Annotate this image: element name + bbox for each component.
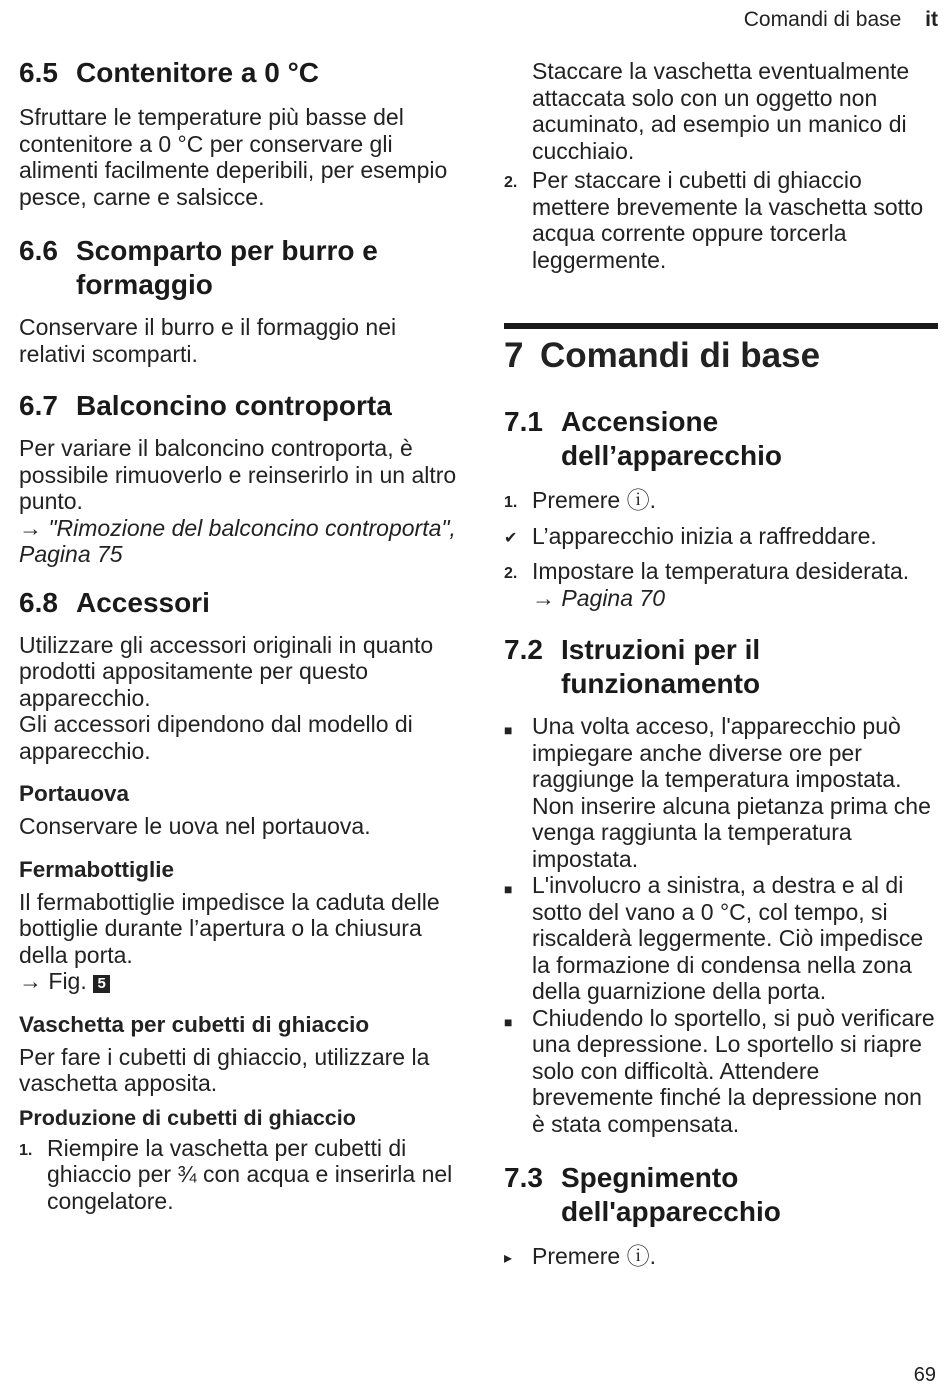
list-item-paragraph: Una volta acceso, l'apparecchio può impiegare anche diverse ore per raggiunge la temperatura impostata. — [532, 713, 902, 792]
section-number: 6.7 — [19, 390, 58, 421]
paragraph: Conservare le uova nel portauova. — [19, 813, 371, 839]
paragraph: Conservare il burro e il formaggio nei relativi scomparti. — [19, 314, 397, 367]
section-heading — [504, 405, 938, 473]
subsection-title: Fermabottiglie — [19, 856, 175, 882]
arrow-right-icon: → — [19, 968, 42, 994]
result-text: L’apparecchio inizia a raffreddare. — [532, 522, 877, 549]
header-section-title: Comandi di base — [743, 8, 902, 31]
action-item — [504, 1243, 938, 1273]
figure-reference-link[interactable] — [19, 968, 459, 995]
step-number: 2. — [504, 565, 518, 582]
step-text: Riempire la vaschetta per cubetti di ghiaccio per ¾ con acqua e inserirla nel congelatore. — [47, 1134, 453, 1214]
page-reference-link[interactable] — [532, 585, 665, 611]
figure-number-badge: 5 — [93, 975, 110, 993]
list-item-paragraph: Non inserire alcuna pietanza prima che venga raggiunta la temperatura impostata. — [532, 792, 931, 872]
paragraph: Per variare il balconcino controporta, è possibile rimuoverlo e reinserirlo in un altro punto. — [19, 435, 457, 514]
section-6-8 — [19, 586, 459, 765]
reference-text: Pagina 70 — [561, 584, 665, 611]
arrow-right-icon: → — [19, 514, 42, 541]
step-item — [19, 1135, 459, 1215]
left-column — [19, 56, 459, 1214]
section-title: Contenitore a 0 °C — [76, 57, 320, 88]
section-heading — [504, 1161, 938, 1229]
list-item-text: L'involucro a sinistra, a destra e al di sotto del vano a 0 °C, col tempo, si riscalderà leggermente. Ciò impedisce la formazione di condensa nella zona della guarnizione della porta. — [532, 872, 924, 1004]
step-number: 1. — [504, 494, 518, 511]
subsection-portauova — [19, 780, 459, 840]
step-number: 2. — [504, 174, 518, 191]
section-number: 6.6 — [19, 235, 58, 266]
step-text: Premere ⓘ. — [532, 487, 656, 513]
list-item — [504, 872, 938, 1005]
chapter-number: 7 — [504, 336, 524, 375]
right-column — [504, 58, 938, 1273]
section-7-3 — [504, 1161, 938, 1273]
section-number: 7.1 — [504, 406, 543, 437]
step-text: Premere ⓘ. — [532, 1243, 656, 1269]
reference-text: "Rimozione del balconcino controporta", Pagina 75 — [19, 514, 456, 567]
section-number: 7.3 — [504, 1162, 543, 1193]
square-bullet-icon: ■ — [504, 881, 513, 897]
section-number: 6.5 — [19, 57, 58, 88]
subsection-title: Vaschetta per cubetti di ghiaccio — [19, 1011, 370, 1037]
subsection-fermabottiglie — [19, 856, 459, 995]
section-7-2 — [504, 633, 938, 1137]
checkmark-icon: ✔ — [504, 529, 518, 547]
list-item-text — [532, 713, 938, 872]
list-item-text: Chiudendo lo sportello, si può verificare una depressione. Lo sportello si riapre solo con difficoltà. Attendere brevemente finché la depressione non è stata compensata. — [532, 1004, 935, 1137]
section-heading — [19, 234, 459, 302]
section-7-1 — [504, 405, 938, 611]
step-text: Per staccare i cubetti di ghiaccio mettere brevemente la vaschetta sotto acqua corrente oppure torcerla leggermente. — [532, 167, 924, 273]
section-heading — [19, 586, 459, 620]
subsection-title: Produzione di cubetti di ghiaccio — [19, 1105, 356, 1130]
header-language: it — [925, 8, 938, 31]
square-bullet-icon: ■ — [504, 1013, 513, 1030]
paragraph: Il fermabottiglie impedisce la caduta delle bottiglie durante l’apertura o la chiusura della porta. — [19, 888, 440, 968]
step-item — [504, 558, 938, 611]
paragraph: Staccare la vaschetta eventualmente attaccata solo con un oggetto non acuminato, ad esempio un manico di cucchiaio. — [532, 58, 910, 164]
triangle-bullet-icon: ▸ — [504, 1250, 513, 1267]
paragraph: Per fare i cubetti di ghiaccio, utilizzare la vaschetta apposita. — [19, 1043, 430, 1096]
section-title: Accensione dell’apparecchio — [561, 406, 782, 471]
step-item — [504, 487, 938, 517]
section-6-5 — [19, 56, 459, 210]
section-heading — [19, 389, 459, 423]
square-bullet-icon: ■ — [504, 722, 513, 738]
section-title: Balconcino controporta — [76, 390, 392, 421]
step-text — [532, 558, 938, 611]
chapter-title: Comandi di base — [540, 336, 821, 375]
section-title: Scomparto per burro e formaggio — [76, 235, 378, 300]
section-number: 7.2 — [504, 634, 543, 665]
list-item — [504, 713, 938, 872]
arrow-right-icon: → — [532, 584, 555, 611]
chapter-rule — [504, 323, 938, 329]
subsection-produzione — [19, 1105, 459, 1215]
step-number: 1. — [19, 1141, 33, 1159]
step-item — [504, 167, 938, 273]
running-header — [744, 8, 938, 32]
paragraph: Utilizzare gli accessori originali in quanto prodotti appositamente per questo apparecchio. — [19, 631, 434, 711]
step-body: Impostare la temperatura desiderata. — [532, 558, 910, 584]
section-6-7 — [19, 389, 459, 568]
cross-reference-link[interactable] — [19, 515, 459, 568]
list-item — [504, 1005, 938, 1138]
subsection-title: Portauova — [19, 781, 130, 806]
paragraph: Gli accessori dipendono dal modello di apparecchio. — [19, 711, 413, 764]
chapter-heading — [504, 335, 938, 377]
section-heading — [19, 56, 459, 90]
section-number: 6.8 — [19, 586, 58, 618]
subsection-vaschetta — [19, 1011, 459, 1097]
section-title: Istruzioni per il funzionamento — [561, 634, 761, 699]
section-6-6 — [19, 234, 459, 367]
section-heading — [504, 633, 938, 701]
result-item — [504, 523, 938, 553]
page-number: 69 — [913, 1364, 936, 1386]
figure-label: Fig. — [48, 968, 87, 994]
paragraph: Sfruttare le temperature più basse del contenitore a 0 °C per conservare gli alimenti facilmente deperibili, per esempio pesce, carne e salsicce. — [19, 104, 448, 210]
section-title: Accessori — [76, 586, 210, 618]
section-title: Spegnimento dell'apparecchio — [561, 1162, 781, 1227]
